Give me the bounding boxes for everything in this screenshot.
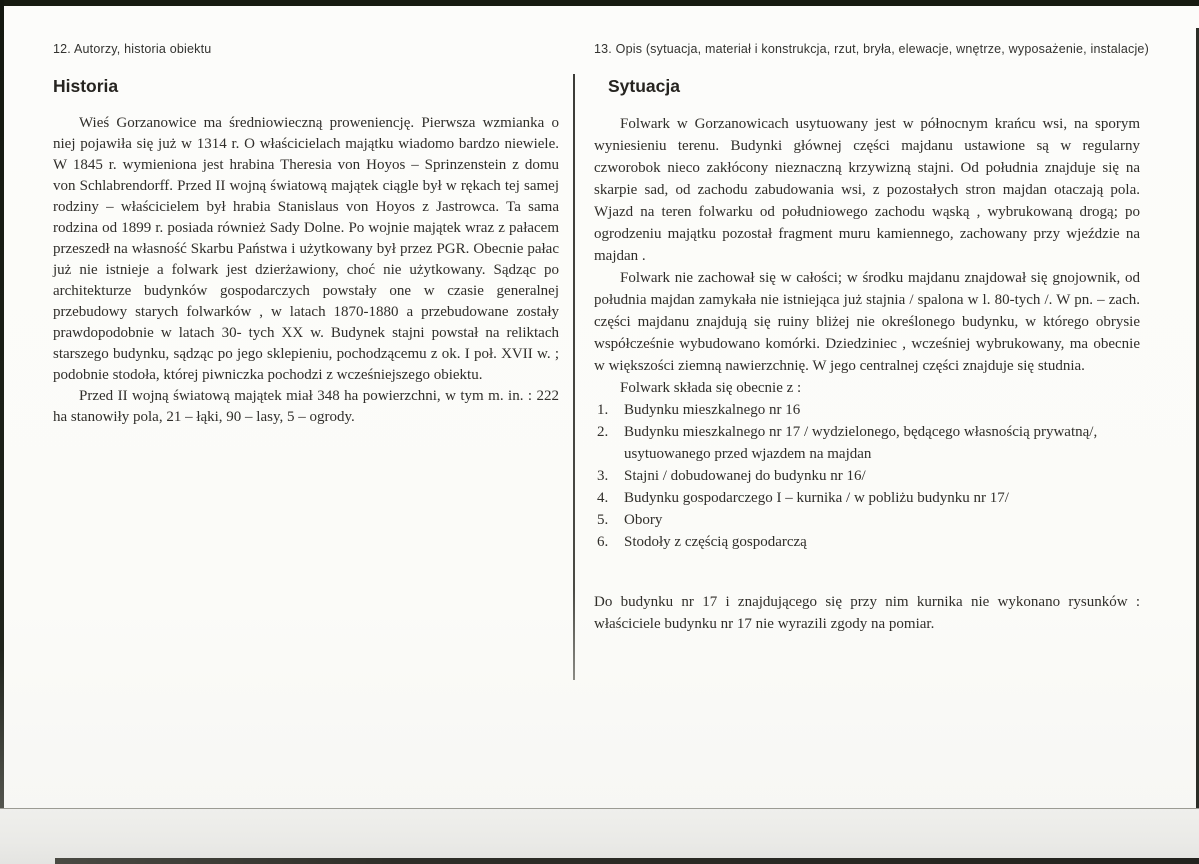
list-item-text: Obory [624,512,663,528]
closing-paragraph: Do budynku nr 17 i znajdującego się przy nim kurnika nie wykonano rysunków : właściciele budynku nr 17 nie wyrazili zgody na pomiar. [594,594,1140,632]
page-fold-divider [573,74,575,680]
buildings-list [594,399,1140,553]
list-item [594,509,1140,531]
scan-edge-top [0,0,1199,6]
list-item-number: 5. [597,512,609,528]
situation-paragraph-1: Folwark w Gorzanowicach usytuowany jest w północnym krańcu wsi, na sporym wyniesieniu terenu. Budynki głównej części majdanu ustawione są w regularny czworobok nieco zakłócony nieznaczną krzywizną stajni. Od południa znajduje się na skarpie sad, od zachodu zabudowania wsi, z pozostałych stron majdan otaczają pola. Wjazd na teren folwarku od południowego zachodu wąską , wybrukowaną drogą; po ogrodzeniu majątku pozostał fragment muru kamiennego, zachowany przy wjeździe na majdan . [594,116,1140,264]
scanner-background-strip [0,809,1199,864]
list-item [594,421,1140,465]
list-item-number: 3. [597,468,609,484]
list-item-number: 2. [597,424,609,440]
scan-edge-bottom [55,858,1199,864]
left-page [53,42,559,428]
list-item [594,531,1140,553]
history-paragraph-1: Wieś Gorzanowice ma średniowieczną proweniencję. Pierwsza wzmianka o niej pojawiła się już w 1314 r. O właścicielach majątku wiadomo bardzo niewiele. W 1845 r. wymieniona jest hrabina Theresia von Hoyos – Sprinzenstein z domu von Schlabrendorff. Przed II wojną światową majątek ciągle był w rękach tej samej rodziny – właścicielem był hrabia Stanislaus von Hoyos z Jastrowca. Ta sama rodzina od 1899 r. posiada również Sady Dolne. Po wojnie majątek wraz z pałacem przeszedł na własność Skarbu Państwa i użytkowany był przez PGR. Obecnie pałac już nie istnieje a folwark jest dzierżawiony, choć nie użytkowany. Sądząc po architekturze budynków gospodarczych powstały one w czasie generalnej przebudowy starych folwarków , w latach 1870-1880 a przebudowane zostały prawdopodobnie w latach 30- tych XX w. Budynek stajni powstał na reliktach starszego budynku, sądząc po jego sklepieniu, pochodzącemu z ok. I poł. XVII w. ; podobnie stodoła, której piwniczka pochodzi z wcześniejszego obiektu. [53,115,559,383]
closing-note [594,591,1140,635]
right-page-header: 13. Opis (sytuacja, materiał i konstrukcja, rzut, bryła, elewacje, wnętrze, wyposażenie, instalacje) [594,42,1149,56]
list-item-number: 1. [597,402,609,418]
list-item-text: Budynku gospodarczego I – kurnika / w pobliżu budynku nr 17/ [624,490,1009,506]
list-item-text: Budynku mieszkalnego nr 16 [624,402,801,418]
right-page-body [594,113,1140,635]
list-item [594,465,1140,487]
list-item-text: Budynku mieszkalnego nr 17 / wydzielonego, będącego własnością prywatną/, usytuowanego przed wjazdem na majdan [624,424,1098,462]
scan-edge-left [0,0,4,812]
section-heading-sytuacja: Sytuacja [608,76,680,96]
list-item-text: Stajni / dobudowanej do budynku nr 16/ [624,468,866,484]
list-item [594,487,1140,509]
section-heading-historia: Historia [53,76,119,96]
left-page-header: 12. Autorzy, historia obiektu [53,42,212,56]
left-page-body [53,113,559,428]
right-page [594,42,1149,635]
list-item [594,399,1140,421]
list-item-number: 6. [597,534,609,550]
list-intro: Folwark składa się obecnie z : [620,380,802,396]
history-paragraph-2: Przed II wojną światową majątek miał 348 ha powierzchni, w tym m. in. : 222 ha stanowiły pola, 21 – łąki, 90 – lasy, 5 – ogrody. [53,388,559,425]
list-item-number: 4. [597,490,609,506]
situation-paragraph-2: Folwark nie zachował się w całości; w środku majdanu znajdował się gnojownik, od południa majdan zamykała nie istniejąca już stajnia / spalona w l. 80-tych /. W pn. – zach. części majdanu znajdują się ruiny bliżej nie określonego budynku, w którego obrysie współcześnie wybudowano komórki. Dziedziniec , wcześniej wybrukowany, ma obecnie w większości ziemną nawierzchnię. W jego centralnej części znajduje się studnia. [594,270,1140,374]
list-item-text: Stodoły z częścią gospodarczą [624,534,807,550]
